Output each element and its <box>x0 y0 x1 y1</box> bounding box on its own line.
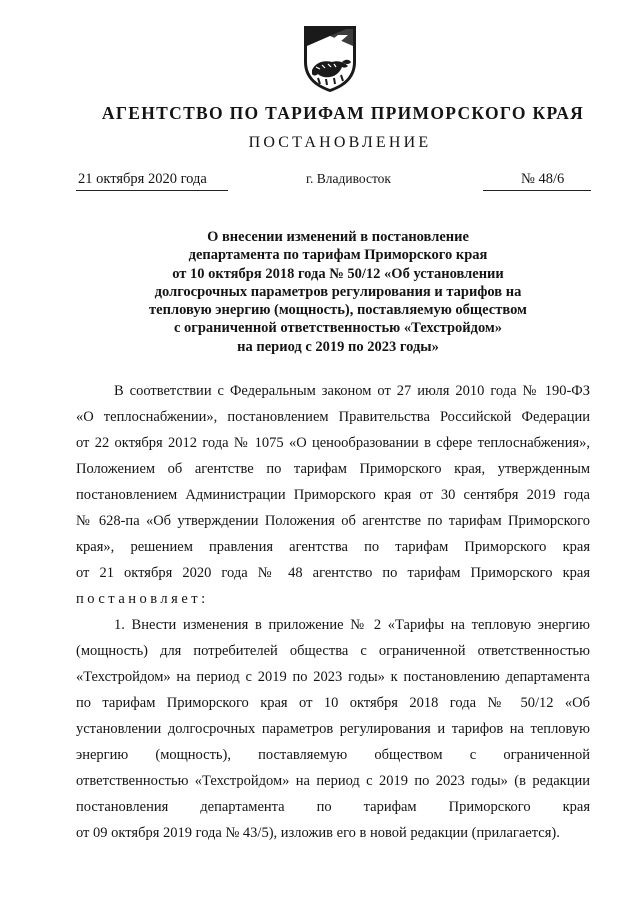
date-underline <box>76 190 228 191</box>
title-line: тепловую энергию (мощность), поставляемую обществом <box>149 302 527 319</box>
document-city: г. Владивосток <box>306 171 391 186</box>
body-line: ответственностью «Техстройдом» на период с 2019 по 2023 годы» (в редакции <box>76 773 590 789</box>
title-line: на период с 2019 по 2023 годы» <box>237 338 439 355</box>
body-line: № 628-па «Об утверждении Положения об агентстве по тарифам Приморского <box>76 513 590 529</box>
document-body <box>76 378 590 846</box>
document-type: ПОСТАНОВЛЕНИЕ <box>248 134 432 151</box>
agency-name: АГЕНТСТВО ПО ТАРИФАМ ПРИМОРСКОГО КРАЯ <box>101 103 585 123</box>
body-line: 1. Внести изменения в приложение № 2 «Тарифы на тепловую энергию <box>114 617 590 633</box>
body-line: (мощность) для потребителей общества с ограниченной ответственностью <box>76 643 590 659</box>
document-date: 21 октября 2020 года <box>78 171 207 187</box>
body-line: края», решением правления агентства по тарифам Приморского края <box>76 539 590 555</box>
body-line: постановления департамента по тарифам Приморского края <box>76 799 590 815</box>
body-line: от 21 октября 2020 года № 48 агентство по тарифам Приморского края <box>76 565 590 581</box>
body-line: энергию (мощность), поставляемую обществом с ограниченной <box>76 747 590 763</box>
body-line: от 09 октября 2019 года № 43/5), изложив его в новой редакции (прилагается). <box>76 825 560 841</box>
body-line: В соответствии с Федеральным законом от 27 июля 2010 года № 190-ФЗ <box>114 383 590 399</box>
title-line: с ограниченной ответственностью «Техстройдом» <box>173 320 503 337</box>
title-line: долгосрочных параметров регулирования и тарифов на <box>154 283 522 300</box>
body-line: от 22 октября 2012 года № 1075 «О ценообразовании в сфере теплоснабжения», <box>76 435 590 451</box>
body-line: «Техстройдом» на период с 2019 по 2023 годы» к постановлению департамента <box>76 669 590 685</box>
body-line: Положением об агентстве по тарифам Приморского края, утвержденным <box>76 461 590 477</box>
body-line: постановлением Администрации Приморского края от 30 сентября 2019 года <box>76 487 590 503</box>
title-line: от 10 октября 2018 года № 50/12 «Об установлении <box>172 265 504 282</box>
title-line: департамента по тарифам Приморского края <box>188 247 488 264</box>
coat-of-arms-icon <box>298 22 362 94</box>
body-line-resolves: постановляет: <box>76 591 209 607</box>
number-underline <box>483 190 591 191</box>
body-line: установлении долгосрочных параметров регулирования и тарифов на тепловую <box>76 721 590 737</box>
document-title <box>100 228 576 356</box>
body-line: по тарифам Приморского края от 10 октября 2018 года № 50/12 «Об <box>76 695 590 711</box>
title-line: О внесении изменений в постановление <box>207 229 469 245</box>
body-line: «О теплоснабжении», постановлением Правительства Российской Федерации <box>76 409 590 425</box>
document-number: № 48/6 <box>521 171 565 187</box>
